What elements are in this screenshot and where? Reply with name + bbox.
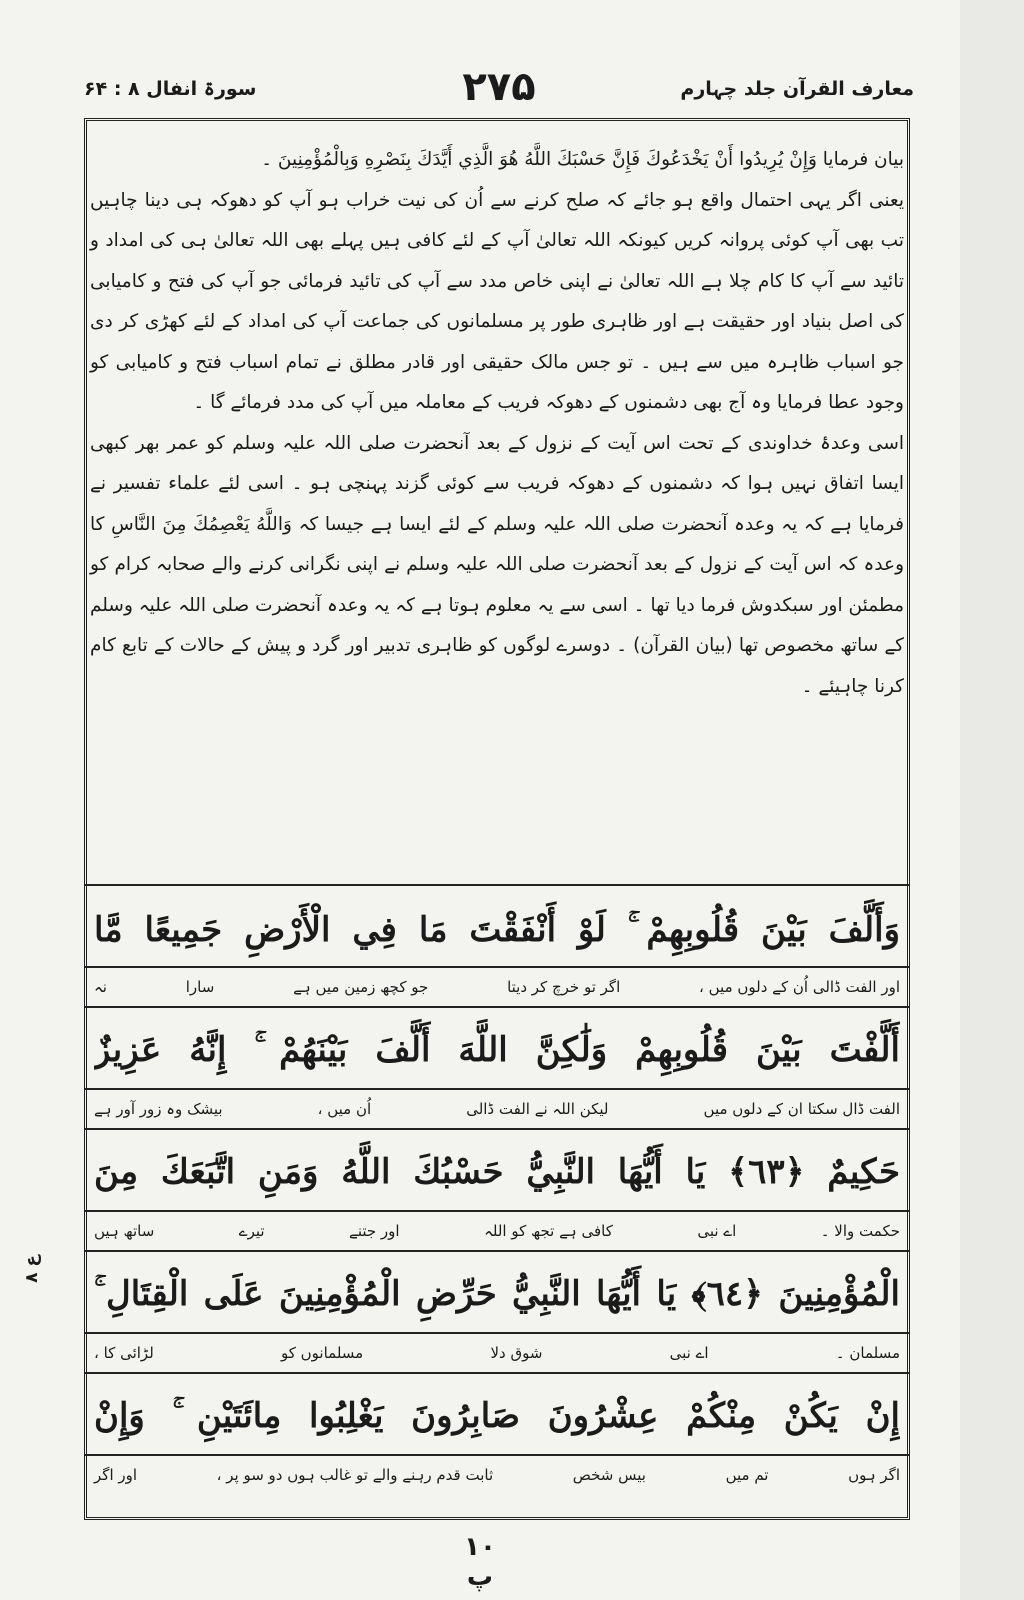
translation-word: ساتھ ہیں bbox=[94, 1222, 155, 1240]
translation-line bbox=[94, 1092, 900, 1126]
translation-word: اگر تو خرچ کر دیتا bbox=[507, 978, 621, 996]
page-number: ۲۷۵ bbox=[462, 64, 536, 110]
translation-word: کافی ہے تجھ کو اللہ bbox=[484, 1222, 613, 1240]
translation-word: الفت ڈال سکتا ان کے دلوں میں bbox=[703, 1100, 900, 1118]
ayah-line: حَكِيمٌ ﴿٦٣﴾ يَا أَيُّهَا النَّبِيُّ حَسْبُكَ اللَّهُ وَمَنِ اتَّبَعَكَ مِنَ bbox=[94, 1152, 900, 1192]
translation-word: اگر ہوں bbox=[848, 1466, 900, 1484]
translation-word: نہ bbox=[94, 978, 107, 996]
line-divider bbox=[84, 1210, 910, 1212]
commentary-block bbox=[90, 140, 904, 876]
translation-line bbox=[94, 1458, 900, 1492]
ruku-marker: ع ۸ bbox=[22, 1255, 42, 1283]
translation-word: اور جتنے bbox=[349, 1222, 400, 1240]
ayah-line: أَلَّفْتَ بَيْنَ قُلُوبِهِمْ وَلَٰكِنَّ اللَّهَ أَلَّفَ بَيْنَهُمْ ۚ إِنَّهُ عَزِيزٌ bbox=[94, 1030, 900, 1070]
commentary-paragraph: یعنی اگر یہی احتمال واقع ہو جائے کہ صلح کرنے سے اُن کی نیت خراب ہو آپ کو دھوکہ ہی دینا چاہیں تب بھی آپ کوئی پروانہ کریں کیونکہ اللہ تعالیٰ آپ کے لئے کافی ہیں پہلے بھی اللہ تعالیٰ ہی کی امداد و تائید سے آپ کا کام چلا ہے اللہ تعالیٰ نے اپنی خاص مدد سے آپ کی تائید فرمائی جو آپ کی فتح و کامیابی کی اصل بنیاد اور حقیقت ہے اور ظاہری طور پر مسلمانوں کی جماعت آپ کی امداد کے لئے کھڑی کر دی جو اسباب ظاہرہ میں سے ہیں ۔ تو جس مالک حقیقی اور قادر مطلق نے تمام اسباب فتح و کامیابی کو وجود عطا فرمایا وہ آج بھی دشمنوں کے دھوکہ فریب کے معاملہ میں آپ کی مدد فرمائے گا ۔ bbox=[90, 189, 904, 413]
translation-word: بیشک وہ زور آور ہے bbox=[94, 1100, 223, 1118]
translation-word: اے نبی bbox=[697, 1222, 737, 1240]
translation-word: شوق دلا bbox=[490, 1344, 543, 1362]
translation-word: سارا bbox=[185, 978, 215, 996]
ayah-line: إِنْ يَكُنْ مِنْكُمْ عِشْرُونَ صَابِرُونَ يَغْلِبُوا مِائَتَيْنِ ۚ وَإِنْ bbox=[94, 1396, 900, 1436]
commentary-paragraph: بیان فرمایا وَإِنْ يُرِيدُوا أَنْ يَخْدَعُوكَ فَإِنَّ حَسْبَكَ اللَّهُ هُوَ الَّذِي أَيَّدَكَ بِنَصْرِهِ وَبِالْمُؤْمِنِينَ ۔ bbox=[261, 149, 904, 170]
para-marker: ۱۰ پ bbox=[464, 1532, 496, 1592]
line-divider bbox=[84, 1250, 910, 1252]
ayah-line: الْمُؤْمِنِينَ ﴿٦٤﴾ يَا أَيُّهَا النَّبِيُّ حَرِّضِ الْمُؤْمِنِينَ عَلَى الْقِتَالِ ۚ bbox=[94, 1274, 900, 1314]
commentary-paragraph: اسی وعدۂ خداوندی کے تحت اس آیت کے نزول کے بعد آنحضرت صلی اللہ علیہ وسلم کو عمر بھر کبھی ایسا اتفاق نہیں ہوا کہ دشمنوں کے دھوکہ فریب سے کوئی گزند پہنچی ہو ۔ اسی لئے علماء تفسیر نے فرمایا ہے کہ یہ وعدہ آنحضرت صلی اللہ علیہ وسلم کے لئے ایسا ہے جیسا کہ وَاللَّهُ يَعْصِمُكَ مِنَ النَّاسِ کا وعدہ کہ اس آیت کے نزول کے بعد آنحضرت صلی اللہ علیہ وسلم نے اپنی نگرانی کرنے والے صحابہ کرام کو مطمئن اور سبکدوش فرما دیا تھا ۔ اسی سے یہ معلوم ہوتا ہے کہ یہ وعدہ آنحضرت صلی اللہ علیہ وسلم کے ساتھ مخصوص تھا (بیان القرآن) ۔ دوسرے لوگوں کو ظاہری تدبیر اور گرد و پیش کے حالات کے تابع کام کرنا چاہیئے ۔ bbox=[90, 432, 904, 697]
line-divider bbox=[84, 1454, 910, 1456]
translation-line bbox=[94, 1214, 900, 1248]
translation-word: مسلمانوں کو bbox=[281, 1344, 364, 1362]
translation-word: اور اگر bbox=[94, 1466, 138, 1484]
line-divider bbox=[84, 966, 910, 968]
translation-word: اُن میں ، bbox=[317, 1100, 372, 1118]
translation-word: اور الفت ڈالی اُن کے دلوں میں ، bbox=[699, 978, 900, 996]
translation-word: ثابت قدم رہنے والے تو غالب ہوں دو سو پر ، bbox=[216, 1466, 494, 1484]
section-divider bbox=[84, 884, 910, 886]
translation-word: بیس شخص bbox=[572, 1466, 646, 1484]
line-divider bbox=[84, 1088, 910, 1090]
translation-line bbox=[94, 970, 900, 1004]
surah-reference: سورۃ انفال ۸ : ۶۴ bbox=[84, 78, 257, 100]
ayah-line: وَأَلَّفَ بَيْنَ قُلُوبِهِمْ ۚ لَوْ أَنْفَقْتَ مَا فِي الْأَرْضِ جَمِيعًا مَّا bbox=[94, 910, 900, 950]
translation-word: لیکن اللہ نے الفت ڈالی bbox=[466, 1100, 609, 1118]
translation-word: لڑائی کا ، bbox=[94, 1344, 154, 1362]
translation-word: جو کچھ زمین میں ہے bbox=[293, 978, 429, 996]
line-divider bbox=[84, 1006, 910, 1008]
translation-word: اے نبی bbox=[669, 1344, 709, 1362]
translation-word: مسلمان ۔ bbox=[835, 1344, 900, 1362]
page-header bbox=[84, 64, 914, 112]
translation-word: تم میں bbox=[725, 1466, 769, 1484]
line-divider bbox=[84, 1128, 910, 1130]
translation-word: حکمت والا ۔ bbox=[820, 1222, 900, 1240]
book-title: معارف القرآن جلد چہارم bbox=[680, 78, 914, 100]
translation-line bbox=[94, 1336, 900, 1370]
translation-word: تیرے bbox=[238, 1222, 265, 1240]
line-divider bbox=[84, 1332, 910, 1334]
line-divider bbox=[84, 1372, 910, 1374]
